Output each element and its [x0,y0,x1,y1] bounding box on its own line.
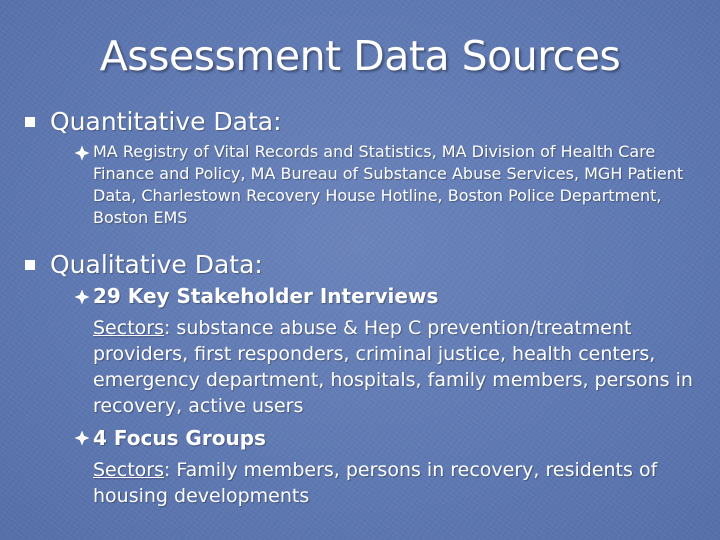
sectors-separator: : [163,317,171,339]
sectors-text: substance abuse & Hep C prevention/treatment providers, first responders, criminal justice, health centers, emergency department, hospitals, family members, persons in recovery, active users [93,317,693,417]
slide-title: Assessment Data Sources [99,32,621,80]
sectors-text: Family members, persons in recovery, residents of housing developments [93,459,658,507]
focus-groups-title: 4 Focus Groups [93,426,266,450]
sectors-label: Sectors [93,459,164,481]
diamond-bullet-icon [74,430,90,446]
square-bullet-icon [25,117,35,127]
sectors-label: Sectors [93,317,164,339]
section-heading-qualitative: Qualitative Data: [50,250,263,279]
sectors-separator: : [163,459,171,481]
diamond-bullet-icon [74,145,90,161]
diamond-bullet-icon [74,289,90,305]
stakeholder-interviews-sectors [93,315,708,419]
square-bullet-icon [25,260,35,270]
quantitative-sources-text: MA Registry of Vital Records and Statistics, MA Division of Health Care Finance and Policy, MA Bureau of Substance Abuse Services, MGH Patient Data, Charlestown Recovery House Hotline, Boston Police Department, Boston EMS [93,142,684,227]
section-heading-quantitative: Quantitative Data: [50,107,282,136]
focus-groups-sectors [93,457,708,509]
stakeholder-interviews-title: 29 Key Stakeholder Interviews [93,284,439,308]
